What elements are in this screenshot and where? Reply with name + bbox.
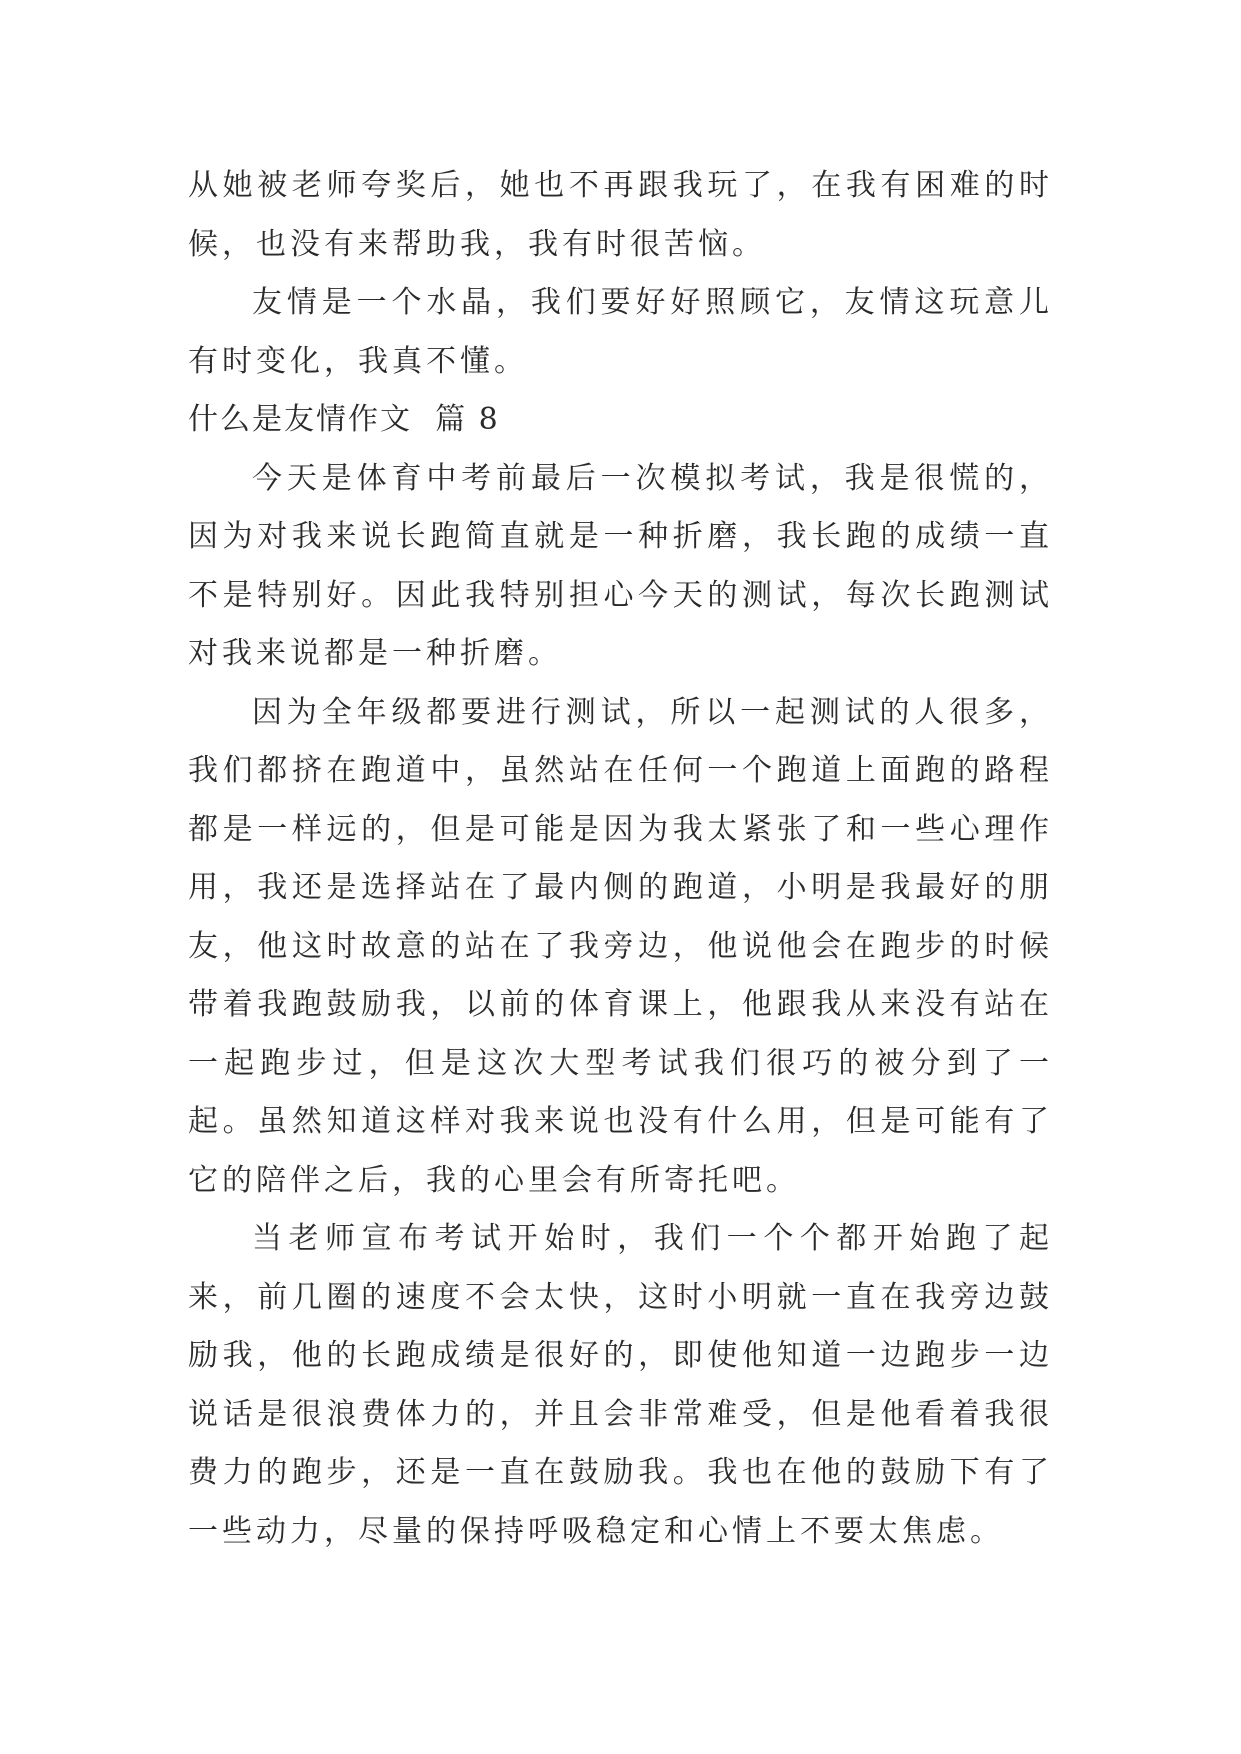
paragraph-3: 当老师宣布考试开始时，我们一个个都开始跑了起来，前几圈的速度不会太快，这时小明就一直在我旁边鼓励我，他的长跑成绩是很好的，即使他知道一边跑步一边说话是很浪费体力的，并且会非常难受，但是他看着我很费力的跑步，还是一直在鼓励我。我也在他的鼓励下有了一些动力，尽量的保持呼吸稳定和心情上不要太焦虑。 <box>188 1221 1053 1549</box>
paragraph-1: 今天是体育中考前最后一次模拟考试，我是很慌的，因为对我来说长跑简直就是一种折磨，我长跑的成绩一直不是特别好。因此我特别担心今天的测试，每次长跑测试对我来说都是一种折磨。 <box>188 460 1053 671</box>
paragraph-2: 因为全年级都要进行测试，所以一起测试的人很多，我们都挤在跑道中，虽然站在任何一个跑道上面跑的路程都是一样远的，但是可能是因为我太紧张了和一些心理作用，我还是选择站在了最内侧的跑道，小明是我最好的朋友，他这时故意的站在了我旁边，他说他会在跑步的时候带着我跑鼓励我，以前的体育课上，他跟我从来没有站在一起跑步过，但是这次大型考试我们很巧的被分到了一起。虽然知道这样对我来说也没有什么用，但是可能有了它的陪伴之后，我的心里会有所寄托吧。 <box>188 694 1053 1198</box>
section-title: 什么是友情作文 篇 8 <box>188 402 500 437</box>
paragraph-continuation: 从她被老师夸奖后，她也不再跟我玩了，在我有困难的时候，也没有来帮助我，我有时很苦恼。 <box>188 168 1053 262</box>
paragraph-crystal: 友情是一个水晶，我们要好好照顾它，友情这玩意儿有时变化，我真不懂。 <box>188 285 1053 379</box>
document-body <box>188 157 1053 1561</box>
